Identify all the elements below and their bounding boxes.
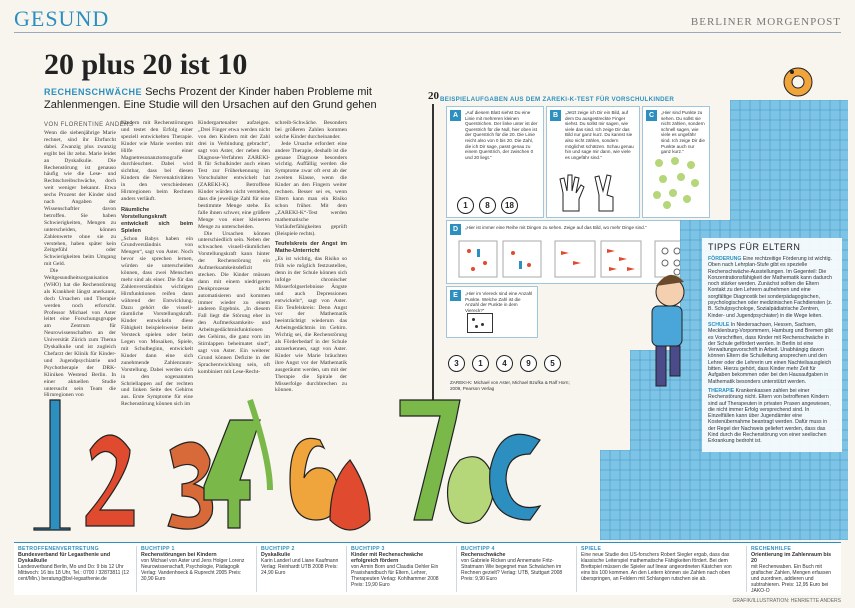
answer-circle: 5 bbox=[544, 355, 561, 372]
answer-circle: 4 bbox=[496, 355, 513, 372]
footer-text: Eine neue Studie des US-forschers Robert Siegler ergab, dass das klassische Leiterspiel mathematische Fähigkeiten fördert. Bei dem Brettspiel müssen die Spieler auf linear angeordneten Kästchen von eins bis 100 kommen. An den Leitern können sie Zahlen nach oben überspringen, an Feldern mit Schlangen rutschen sie ab. bbox=[581, 552, 732, 582]
footer-head: BUCHTIPP 2 bbox=[261, 546, 295, 552]
footer-text: Landesverband Berlin, Mo und Do: 9 bis 12 Uhr Mittwoch: 16 bis 18 Uhr, Tel.: 0700 / 32873811 (12 cent/Min.) beratung@bvl-legasthenie.de bbox=[18, 564, 129, 582]
task-question: „Hier im Viereck sind eine Anzahl Punkte. Welche Zahl ist die Anzahl der Punkte in dem Viereck?“ bbox=[465, 291, 533, 313]
footer-item bbox=[18, 546, 130, 582]
subheading: Räumliche Vorstellungskraft entwickelt sich beim Spielen bbox=[121, 206, 193, 234]
tip-label: SCHULE bbox=[708, 321, 730, 328]
answer-circle: 9 bbox=[520, 355, 537, 372]
paragraph: Jede Ursache erfordert eine andere Therapie, deshalb ist die genaue Diagnose besonders wichtig. Auffällig werden die Symptome zwar oft erst ab der zweiten Klasse, wenn die Kinder an den Fingern weiter rechnen. Besser sei es, wenn Eltern kann man ein Risiko schon früher. Mit dem „ZAREKI-K“-Test werden mathematische Vorläuferfähigkeiten geprüft (Beispiele rechts). bbox=[275, 140, 347, 237]
footer-head: SPIELE bbox=[581, 546, 602, 552]
article-column-3 bbox=[198, 120, 270, 375]
paragraph: „Schon Babys haben ein Grundverständnis von Mengen“, sagt von Aster. Noch bevor sie sprechen lernen, würden sie unterscheiden können, dass zwei Menschen mehr sind als einer. Die für das Zahlenverständnis wichtigen Hirnfunktionen reifen dann während der Entwicklung. Dazu gehört die visuell-räumliche Vorstellungskraft. Kinder entwickeln diese Fähigkeit beispielsweise beim Versteck spielen oder beim Legen von Mosaiken, Spiele, mit Schulbeginn, entwickelt Kinder dann eine sich zunehmende Zahlenraum-Vorstellung. Dabei werden sich in den sogenannten Schriellappen auf der rechten und linken Seite des Gehirns aus. Erste Symptome für eine Rechenstörung können sich im bbox=[121, 235, 193, 408]
tip-text: Eine rechtzeitige Förderung ist wichtig. Oben nach Lehrplan-Stufe gibt es spezielle Rechenschwäche-Ausstellungen. Im Gegenteil: Die Konzentrationsfähigkeit der Mathematik kann dadurch noch stärker werden. Zunächst sollten die Eltern Kontakt zu den Lehrern aufnehmen und eine sorgfältige Diagnostik bei sonderpädagogischen, psychologischen oder medizinischen Fachdiensten (z. B. Schulpsychologe, Sozialpädiatrische Zentren, Kinder- und Jugendpsychiater) in die Wege leiten. bbox=[708, 256, 833, 319]
answer-circle: 1 bbox=[457, 197, 474, 214]
tip-text: In Niedersachsen, Hessen, Sachsen, Mecklenburg-Vorpommern, Hamburg und Bremen gibt es Vorschriften, dass Kinder mit Rechenschwäche in der Schule gefördert werden. In Berlin ist eine Verwaltungsvorschrift in Arbeit. Unabhängig davon können Eltern die Schulleitung ansprechen und den Lehrer oder die Lehrerin um einen Nachteilsausgleich bitten. Hierzu gehört, dass Kinder mehr Zeit für Aufgaben bekommen oder bei den Hausaufgaben in Mathematik besonders unterstützt werden. bbox=[708, 321, 833, 385]
paragraph: Kindern mit Rechenstörungen und testet den Erfolg einer speziell entwickelten Therapie. Kinder wie Marie werden mit Hilfe einer Magnetresonanztomografie durchleuchtet. Dabei wird sichtbar, dass bei diesen Kindern die Nervenaktivitäten in den verschiedenen Hirnregionen beim Rechnen anders verläuft. bbox=[121, 120, 193, 202]
paragraph: Kindergartenalter aufzeigen. „Drei Finger etwa werden nicht von den Kindern mit der Zahl drei in Verbindung gebracht“, sagt von Aster, der neben den Diagnose-Verfahren ZAREKI-R für Schulkinder auch einen Test zur Früherkennung im Vorschulalter entwickelt hat (ZAREKI-K). Betroffene Kinder würden nicht verstehen, dass die jeweilige Zahl für eine bestimmte Menge stehe. Es falle ihnen schwer, eine größere Menge von einer kleineren Menge zu unterscheiden. bbox=[198, 120, 270, 230]
answer-circle: 18 bbox=[501, 197, 518, 214]
footer-divider bbox=[456, 546, 457, 592]
footer-divider bbox=[576, 546, 577, 592]
headline: 20 plus 20 ist 10 bbox=[44, 48, 248, 81]
footer-divider bbox=[746, 546, 747, 592]
footer-text: von Armin Born und Claudia Oehler Ein Praxishandbuch für Eltern, Lehrer, Therapeuten Verlag: Kohlhammer 2008 Preis: 19,90 Euro bbox=[351, 564, 439, 588]
info-footer bbox=[14, 542, 841, 595]
article-column-2 bbox=[121, 120, 193, 408]
paragraph: Die Ursachen können unterschiedlich sein. Neben der schwachen visuell-räumlichen Vorstellungskraft kann hinter der Rechenstörung ein Aufmerksamkeitsdefizit stecken. Die Kinder müssen dann mit einem niedrigeren Denkprozesse nicht automatisieren und kommen immer wieder zu einem anderen Ergebnis. „In diesem Fall liegt die Störung eher in den Aufmerksamkeits- und Arbeitsgedächtnisfunktionen des Gehirns, die ganz vorn im Stirnlappen beheimatet sind“, sagt von Aster. Ein weiterer Grund können Defizite in der Sprachentwicklung sein, oft kombiniert mit Lese-Recht- bbox=[198, 230, 270, 375]
parent-tips-box bbox=[702, 238, 842, 452]
number-monsters-illustration bbox=[20, 380, 580, 542]
test-heading: BEISPIELAUFGABEN AUS DEM ZAREKI-K-TEST FÜR VORSCHULKINDER bbox=[440, 96, 675, 103]
task-question: „Auf diesem Blatt siehst Du eine Linie mit mehreren kleinen Querstrichen. Der linke unter ist der Querstrich für die Null, hier oben ist der Querstrich für die 20. Die Linie reicht also von 0 bis 20. Die Zahl, die ich Dir sage, passt genau zu einem Querstrich, der zwischen 0 und 20 liegt.“ bbox=[465, 110, 538, 160]
footer-item bbox=[261, 546, 341, 576]
author: VON FLORENTINE ANDERS bbox=[44, 122, 134, 128]
task-label: D bbox=[450, 224, 461, 235]
footer-text: mit Rechenwaben. Ein Buch mit grafischer Zahlen, Mengen erfassen und zuordnen, addieren und subtrahieren. Preis: 12,95 Euro bei JAKO-O bbox=[751, 564, 832, 594]
answer-circle: 8 bbox=[479, 197, 496, 214]
tip-paragraph bbox=[708, 256, 836, 319]
answer-circle: 3 bbox=[448, 355, 465, 372]
tips-title: TIPPS FÜR ELTERN bbox=[708, 242, 801, 252]
footer-head: BUCHTIPP 3 bbox=[351, 546, 385, 552]
footer-item bbox=[581, 546, 741, 582]
footer-item bbox=[141, 546, 251, 582]
article-column-4 bbox=[275, 120, 347, 394]
tip-paragraph bbox=[708, 388, 836, 445]
footer-title: Rechenschwäche bbox=[461, 552, 506, 558]
footer-title: Bundesverband für Legasthenie und Dyskalkulie bbox=[18, 552, 111, 564]
paragraph: schreib-Schwäche. Besonders bei größeren Zahlen kommen solche Kinder durcheinander. bbox=[275, 120, 347, 140]
footer-title: Kinder mit Rechenschwäche erfolgreich fördern bbox=[351, 552, 424, 564]
header-rule bbox=[14, 32, 841, 33]
number-axis bbox=[432, 104, 434, 402]
footer-title: Rechenstörungen bei Kindern bbox=[141, 552, 217, 558]
paragraph: Die Weltgesundheitsorganisation (WHO) hat die Rechenstörung als Krankheit längst anerkannt, doch Ursachen und Therapie werden noch erforscht. Professor Michael von Aster leitet eine Forschungsgruppe am Zentrum für Neurowissenschaften an der Universität Zürich zum Thema Dyskalkulie und ist zugleich Chefarzt der Klinik für Kinder- und Jugendpsychiatrie und Psychotherapie der DRK-Kliniken Westend Berlin. In einer aktuellen Studie untersucht sein Team die Hirnregionen von bbox=[44, 268, 116, 399]
paragraph: „Es ist wichtig, das Risiko so früh wie möglich festzustellen, denn in der Schule können sich infolge chronischer Misserfolgserlebnisse Ängste und auch Depressionen entwickeln“, sagt von Aster. Ein Teufelskreis: Denn Angst vor der Mathematik beeinträchtigt wiederum das Arbeitsgedächtnis im Gehirn. Wichtig sei, die Rechenstörung als Förderbedarf in der Schule anzuerkennen, sagt von Aster. Kinder wie Marie bräuchten ihre Angst vor der Mathematik ausgeräumt werden, um mit der Therapie die Spirale der Misserfolge durchbrechen zu können. bbox=[275, 256, 347, 394]
footer-item bbox=[751, 546, 837, 594]
kicker-text: Sechs Prozent der Kinder haben Probleme mit Zahlenmengen. Eine Studie will den Ursachen auf den Grund gehen bbox=[44, 86, 377, 111]
newspaper-name: BERLINER MORGENPOST bbox=[690, 16, 841, 28]
subheading: Teufelskreis der Angst im Mathe-Unterricht bbox=[275, 241, 347, 255]
task-label: E bbox=[450, 290, 461, 301]
footer-title: Orientierung im Zahlenraum bis 20 bbox=[751, 552, 832, 564]
footer-title: Dyskalkulie bbox=[261, 552, 291, 558]
task-question: „Hier ist immer eine Reihe mit Dingen zu sehen. Zeige auf das Bild, wo mehr Dinge sind.“ bbox=[465, 225, 647, 230]
task-question: „Hier sind Punkte zu sehen. Du sollst sie nicht zählen, sondern schnell sagen, wie viele es ungefähr sind. Ich zeige Dir die Punkte auch nur ganz kurz.“ bbox=[661, 110, 705, 155]
task-e bbox=[446, 286, 538, 338]
tip-text: Krankenkassen zahlen bei einer Rechenstörung nicht. Eltern von betroffenen Kindern sind auf Therapeuten in privaten Praxen angewiesen, die nicht immer Erfolg versprechend sind. In Einzelfällen kann über Jugendämter eine Kostenübernahme beantragt werden. Dafür muss in der Regel der Nachweis geliefert werden, dass das Kind durch die Rechenstörung von einer seelischen Erkrankung bedroht ist. bbox=[708, 387, 831, 445]
paragraph: Wenn die siebenjährige Marie rechnet, sind ihr Ehrfurcht dabei. Zwanzig plus zwanzig ergibt bei ihr zehn. Marie leidet an Dyskalkulie. Die Rechenstörung ist genauso häufig wie die Lese- und Rechtschreibschwäche, doch weit weniger bekannt. Etwa sechs Prozent der Kinder sind nach Angaben der Wissenschaftler davon betroffen. Sie haben Schwierigkeiten, Mengen zu unterscheiden, können Zahlenwerte ohne sie zu verstehen, haben später kein Zeitgefühl oder Schwierigkeiten beim Umgang mit Geld. bbox=[44, 130, 116, 268]
tip-label: THERAPIE bbox=[708, 387, 735, 394]
axis-top-label: 20 bbox=[428, 90, 439, 102]
test-source: ZAREKI-K: Michael von Aster, Michael Bzufka & Ralf Horn; 2009, Pearson Verlag bbox=[450, 380, 570, 391]
footer-head: RECHENHILFE bbox=[751, 546, 792, 552]
footer-item bbox=[351, 546, 451, 588]
footer-head: BUCHTIPP 4 bbox=[461, 546, 495, 552]
footer-divider bbox=[256, 546, 257, 592]
footer-text: von Michael von Aster und Jens Holger Lorenz Neurowissenschaft, Psychologie, Pädagogik Verlag: Vandenhoeck & Ruprecht 2005 Preis: 30,90 Euro bbox=[141, 558, 245, 582]
answer-circle: 1 bbox=[472, 355, 489, 372]
dot-square bbox=[467, 313, 493, 333]
footer-divider bbox=[136, 546, 137, 592]
footer-text: Karin Landerl und Liane Kaufmann Verlag: Reinhardt UTB 2008 Preis: 24,90 Euro bbox=[261, 558, 339, 576]
task-a bbox=[446, 106, 544, 218]
task-label: B bbox=[550, 110, 561, 121]
section-title: GESUND bbox=[14, 6, 110, 31]
tip-paragraph bbox=[708, 322, 836, 385]
footer-item bbox=[461, 546, 571, 582]
task-label: C bbox=[646, 110, 657, 121]
footer-text: von Gabriele Ricken und Annemarie Fritz-Stratmann Wie begegnet man Schwächen im Rechnen gezielt? Verlag: UTB, Stuttgart 2008 Preis: 9,90 Euro bbox=[461, 558, 563, 582]
tip-label: FÖRDERUNG bbox=[708, 256, 742, 262]
kicker-label: RECHENSCHWÄCHE bbox=[44, 87, 143, 97]
kicker bbox=[44, 86, 394, 112]
footer-head: BETROFFENENVERTRETUNG bbox=[18, 546, 99, 552]
footer-head: BUCHTIPP 1 bbox=[141, 546, 175, 552]
task-label: A bbox=[450, 110, 461, 121]
article-column-1 bbox=[44, 130, 116, 399]
illustration-credit: GRAFIK/ILLUSTRATION: HENRIETTE ANDERS bbox=[732, 598, 841, 604]
task-question: „Jetzt zeige ich Dir ein Bild, auf dem Du ausgestreckte Finger siehst. Du sollst mir sagen, wie viele das sind. Ich zeige Dir das Bild nur ganz kurz. Du kannst sie also nicht zählen, sondern möglichst schätzen. Schau genau hin und sage mir dann, wie viele es ungefähr sind.“ bbox=[565, 110, 634, 160]
footer-divider bbox=[346, 546, 347, 592]
